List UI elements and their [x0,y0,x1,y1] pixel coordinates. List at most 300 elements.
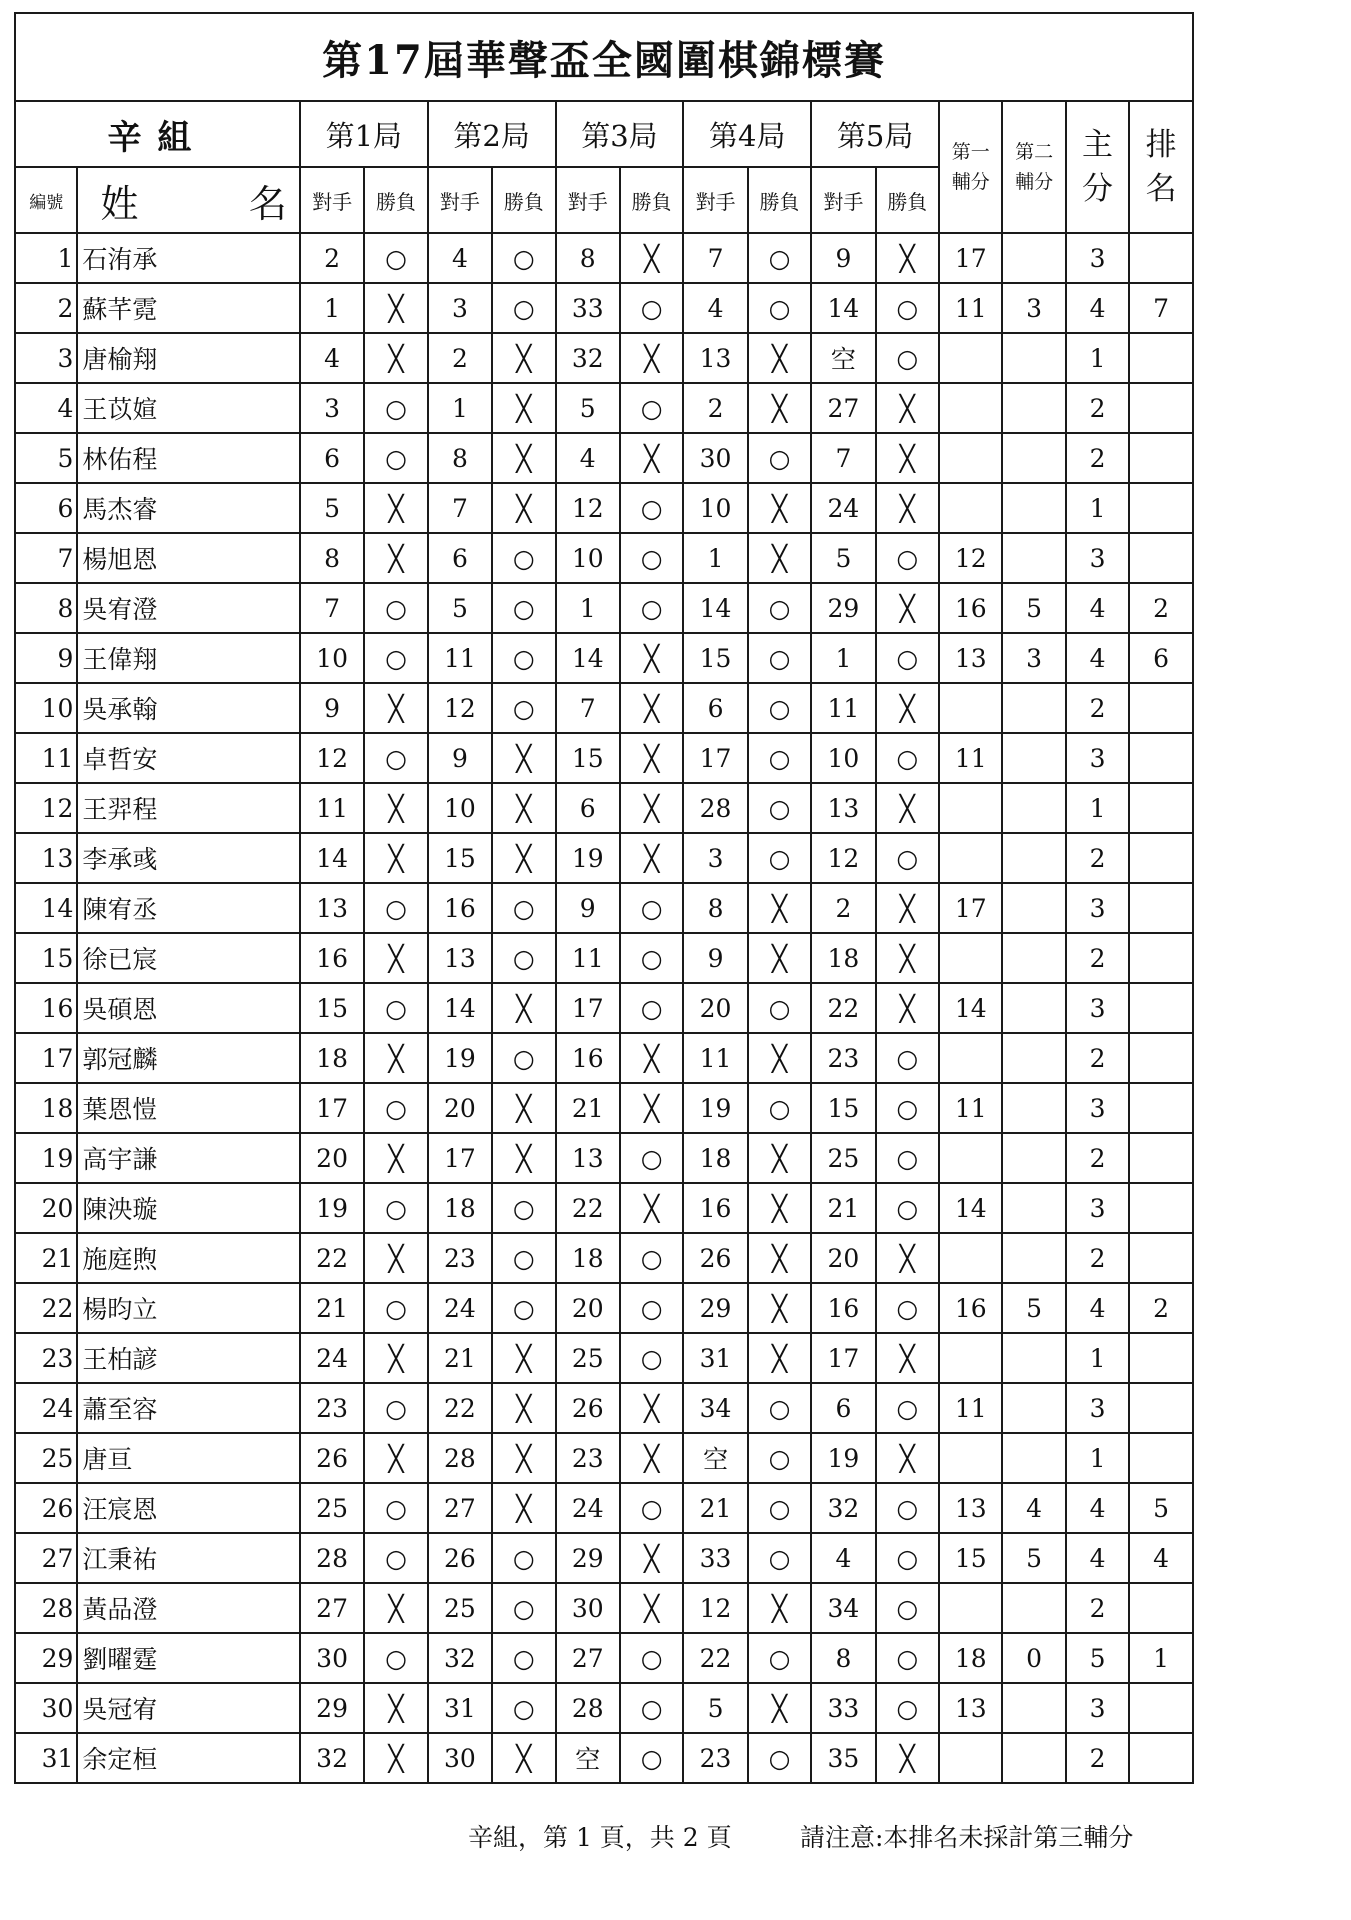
opponent-cell: 5 [683,1683,747,1733]
result-mark: ○ [748,1533,811,1583]
result-mark: ╳ [748,933,811,983]
player-row [15,1283,1193,1333]
opponent-cell: 1 [300,283,364,333]
result-mark: ○ [364,233,427,283]
opponent-cell: 17 [300,1083,364,1133]
result-mark: ○ [492,283,555,333]
opponent-cell: 31 [683,1333,747,1383]
opponent-cell: 18 [428,1183,492,1233]
result-header: 勝負 [876,167,939,233]
main-score-cell: 2 [1066,433,1129,483]
player-name: 林佑程 [77,433,299,483]
result-mark: ○ [492,233,555,283]
rank-cell [1129,1383,1193,1433]
opponent-cell: 13 [428,933,492,983]
result-mark: ○ [748,583,811,633]
main-score-cell: 2 [1066,1583,1129,1633]
opponent-cell: 32 [556,333,620,383]
main-score-cell: 1 [1066,783,1129,833]
opponent-cell: 21 [556,1083,620,1133]
opponent-cell: 24 [428,1283,492,1333]
result-mark: ╳ [492,733,555,783]
result-mark: ╳ [876,683,939,733]
aux1-cell [939,1333,1002,1383]
opponent-cell: 12 [811,833,875,883]
main-score-cell: 3 [1066,733,1129,783]
opponent-cell: 3 [300,383,364,433]
result-mark: ╳ [620,833,683,883]
player-name: 劉曜霆 [77,1633,299,1683]
opponent-header: 對手 [300,167,364,233]
aux2-cell [1002,1733,1065,1783]
aux2-cell [1002,233,1065,283]
main-score-cell: 3 [1066,533,1129,583]
rank-cell: 5 [1129,1483,1193,1533]
opponent-cell: 19 [428,1033,492,1083]
result-mark: ╳ [876,1333,939,1383]
opponent-cell: 12 [683,1583,747,1633]
player-name: 馬杰睿 [77,483,299,533]
opponent-cell: 10 [683,483,747,533]
result-mark: ○ [876,333,939,383]
result-mark: ╳ [492,483,555,533]
result-mark: ○ [492,1183,555,1233]
main-score-header: 主 分 [1066,101,1129,233]
rank-cell [1129,533,1193,583]
rank-cell [1129,1583,1193,1633]
player-number: 22 [15,1283,77,1333]
result-mark: ○ [620,1683,683,1733]
player-name: 吳冠宥 [77,1683,299,1733]
rank-cell [1129,1033,1193,1083]
player-number: 13 [15,833,77,883]
player-number: 31 [15,1733,77,1783]
opponent-cell: 21 [428,1333,492,1383]
aux2-cell [1002,1033,1065,1083]
player-row [15,633,1193,683]
result-mark: ○ [620,1633,683,1683]
main-score-cell: 3 [1066,1683,1129,1733]
opponent-cell: 16 [556,1033,620,1083]
result-mark: ╳ [492,983,555,1033]
rank-cell [1129,433,1193,483]
result-mark: ○ [364,1483,427,1533]
player-name: 吳碩恩 [77,983,299,1033]
opponent-cell: 21 [811,1183,875,1233]
aux2-cell [1002,983,1065,1033]
player-name: 葉恩愷 [77,1083,299,1133]
result-header: 勝負 [492,167,555,233]
opponent-cell: 7 [683,233,747,283]
player-rows [15,233,1193,1783]
result-mark: ○ [620,983,683,1033]
opponent-cell: 2 [428,333,492,383]
result-mark: ○ [364,733,427,783]
aux1-cell: 13 [939,1683,1002,1733]
opponent-cell: 26 [556,1383,620,1433]
opponent-cell: 22 [556,1183,620,1233]
opponent-cell: 24 [811,483,875,533]
number-header: 編號 [15,167,77,233]
player-name: 石洧承 [77,233,299,283]
opponent-cell: 28 [556,1683,620,1733]
rank-cell [1129,1333,1193,1383]
player-row [15,1333,1193,1383]
aux1-cell [939,1583,1002,1633]
opponent-cell: 18 [683,1133,747,1183]
opponent-cell: 32 [428,1633,492,1683]
opponent-cell: 12 [428,683,492,733]
opponent-cell: 5 [300,483,364,533]
player-name: 唐亘 [77,1433,299,1483]
opponent-cell: 15 [428,833,492,883]
player-name: 汪宸恩 [77,1483,299,1533]
aux2-cell [1002,533,1065,583]
result-mark: ╳ [876,1433,939,1483]
rank-cell [1129,333,1193,383]
player-number: 20 [15,1183,77,1233]
player-row [15,983,1193,1033]
result-mark: ○ [492,683,555,733]
opponent-cell: 10 [428,783,492,833]
player-row [15,383,1193,433]
standings-table [14,12,1194,1784]
opponent-cell: 35 [811,1733,875,1783]
main-score-cell: 2 [1066,383,1129,433]
aux2-cell [1002,1333,1065,1383]
opponent-cell: 11 [300,783,364,833]
player-name: 楊旭恩 [77,533,299,583]
opponent-cell: 29 [300,1683,364,1733]
player-name: 蕭至容 [77,1383,299,1433]
aux2-cell [1002,933,1065,983]
result-mark: ╳ [748,1183,811,1233]
player-name: 卓哲安 [77,733,299,783]
name-header-char-2: 名 [248,181,287,226]
result-mark: ○ [876,1633,939,1683]
result-mark: ╳ [620,1383,683,1433]
opponent-cell: 24 [300,1333,364,1383]
player-number: 23 [15,1333,77,1383]
result-mark: ○ [620,1483,683,1533]
player-row [15,433,1193,483]
main-score-cell: 1 [1066,333,1129,383]
main-score-cell: 2 [1066,683,1129,733]
aux1-header: 第一 輔分 [939,101,1002,233]
result-mark: ○ [876,1383,939,1433]
result-mark: ╳ [364,1683,427,1733]
opponent-cell: 19 [683,1083,747,1133]
opponent-cell: 11 [683,1033,747,1083]
aux1-cell: 16 [939,1283,1002,1333]
opponent-cell: 25 [811,1133,875,1183]
player-row [15,1633,1193,1683]
result-mark: ○ [876,1583,939,1633]
aux2-cell [1002,1383,1065,1433]
player-number: 18 [15,1083,77,1133]
player-row [15,233,1193,283]
player-row [15,933,1193,983]
page-title: 第17屆華聲盃全國圍棋錦標賽 [15,13,1193,101]
result-mark: ╳ [748,883,811,933]
player-number: 15 [15,933,77,983]
rank-cell: 4 [1129,1533,1193,1583]
player-number: 24 [15,1383,77,1433]
rank-cell: 7 [1129,283,1193,333]
opponent-cell: 10 [556,533,620,583]
result-mark: ○ [748,1433,811,1483]
result-mark: ○ [876,1083,939,1133]
result-mark: ╳ [876,383,939,433]
aux2-cell [1002,1233,1065,1283]
result-mark: ○ [364,383,427,433]
opponent-cell: 28 [428,1433,492,1483]
main-score-cell: 1 [1066,1433,1129,1483]
result-mark: ╳ [492,1333,555,1383]
opponent-cell: 26 [683,1233,747,1283]
result-mark: ╳ [364,783,427,833]
player-row [15,533,1193,583]
result-mark: ○ [748,1483,811,1533]
opponent-cell: 12 [556,483,620,533]
result-mark: ╳ [364,333,427,383]
opponent-cell: 27 [556,1633,620,1683]
result-mark: ╳ [876,883,939,933]
result-mark: ╳ [492,833,555,883]
opponent-cell: 16 [428,883,492,933]
result-mark: ○ [876,733,939,783]
result-mark: ○ [364,633,427,683]
opponent-cell: 2 [811,883,875,933]
result-mark: ○ [876,633,939,683]
player-name: 吳承翰 [77,683,299,733]
result-mark: ╳ [620,783,683,833]
opponent-cell: 15 [556,733,620,783]
player-number: 28 [15,1583,77,1633]
result-mark: ○ [620,883,683,933]
aux1-cell: 13 [939,633,1002,683]
result-mark: ╳ [364,283,427,333]
player-number: 7 [15,533,77,583]
opponent-cell: 11 [428,633,492,683]
result-mark: ╳ [876,233,939,283]
opponent-cell: 17 [683,733,747,783]
player-row [15,1083,1193,1133]
result-mark: ╳ [492,1083,555,1133]
result-header: 勝負 [620,167,683,233]
aux1-cell [939,383,1002,433]
result-mark: ╳ [492,383,555,433]
rank-cell [1129,1233,1193,1283]
opponent-cell: 5 [556,383,620,433]
result-mark: ╳ [748,1333,811,1383]
opponent-cell: 23 [300,1383,364,1433]
aux2-cell [1002,883,1065,933]
player-number: 1 [15,233,77,283]
rank-cell [1129,733,1193,783]
rank-cell [1129,833,1193,883]
result-mark: ○ [620,533,683,583]
name-header [77,167,299,233]
result-mark: ○ [876,1483,939,1533]
result-mark: ╳ [748,1583,811,1633]
aux2-cell: 3 [1002,283,1065,333]
player-number: 5 [15,433,77,483]
main-score-cell: 4 [1066,583,1129,633]
opponent-cell: 4 [428,233,492,283]
aux2-cell [1002,333,1065,383]
opponent-cell: 7 [300,583,364,633]
result-mark: ╳ [620,1433,683,1483]
opponent-header: 對手 [428,167,492,233]
result-mark: ╳ [620,1583,683,1633]
aux1-cell [939,333,1002,383]
player-number: 11 [15,733,77,783]
result-mark: ○ [748,1083,811,1133]
player-name: 余定桓 [77,1733,299,1783]
player-row [15,1483,1193,1533]
opponent-cell: 15 [683,633,747,683]
aux2-cell [1002,683,1065,733]
opponent-cell: 9 [428,733,492,783]
opponent-cell: 19 [300,1183,364,1233]
result-mark: ╳ [748,1233,811,1283]
result-mark: ╳ [492,1733,555,1783]
player-row [15,1183,1193,1233]
aux1-cell: 12 [939,533,1002,583]
rank-cell [1129,1183,1193,1233]
aux2-cell [1002,1083,1065,1133]
opponent-cell: 26 [428,1533,492,1583]
aux1-cell [939,1733,1002,1783]
opponent-cell: 8 [683,883,747,933]
player-number: 19 [15,1133,77,1183]
player-name: 陳泱璇 [77,1183,299,1233]
opponent-cell: 4 [811,1533,875,1583]
player-name: 王羿程 [77,783,299,833]
aux1-cell: 13 [939,1483,1002,1533]
result-mark: ╳ [748,483,811,533]
result-mark: ○ [620,583,683,633]
opponent-cell: 18 [556,1233,620,1283]
opponent-cell: 4 [556,433,620,483]
opponent-cell: 10 [300,633,364,683]
result-mark: ╳ [748,1683,811,1733]
opponent-cell: 11 [811,683,875,733]
opponent-cell: 17 [811,1333,875,1383]
opponent-cell: 16 [683,1183,747,1233]
aux1-cell [939,783,1002,833]
result-mark: ╳ [364,683,427,733]
result-mark: ○ [620,933,683,983]
main-score-cell: 3 [1066,1383,1129,1433]
result-mark: ○ [364,1633,427,1683]
result-mark: ○ [364,883,427,933]
result-mark: ○ [876,1533,939,1583]
ranking-note: 請注意:本排名未採計第三輔分 [800,1823,1134,1852]
opponent-cell: 30 [428,1733,492,1783]
opponent-cell: 7 [811,433,875,483]
round-2-header: 第2局 [428,101,556,167]
player-name: 施庭煦 [77,1233,299,1283]
main-score-cell: 1 [1066,483,1129,533]
result-mark: ○ [620,283,683,333]
opponent-cell: 13 [300,883,364,933]
result-mark: ╳ [492,1433,555,1483]
result-header: 勝負 [364,167,427,233]
opponent-cell: 29 [811,583,875,633]
aux2-cell [1002,783,1065,833]
player-number: 27 [15,1533,77,1583]
opponent-cell: 4 [300,333,364,383]
result-mark: ╳ [364,1333,427,1383]
result-mark: ╳ [748,383,811,433]
player-number: 12 [15,783,77,833]
result-mark: ╳ [364,933,427,983]
opponent-cell: 22 [811,983,875,1033]
player-name: 高宇謙 [77,1133,299,1183]
aux2-cell: 3 [1002,633,1065,683]
aux1-cell [939,833,1002,883]
rank-header: 排 名 [1129,101,1193,233]
opponent-cell: 1 [811,633,875,683]
result-mark: ╳ [364,1733,427,1783]
opponent-cell: 32 [811,1483,875,1533]
aux2-cell [1002,1433,1065,1483]
result-mark: ○ [492,1033,555,1083]
aux1-cell: 17 [939,233,1002,283]
opponent-cell: 1 [556,583,620,633]
result-mark: ○ [748,983,811,1033]
main-score-cell: 2 [1066,933,1129,983]
result-mark: ╳ [620,633,683,683]
aux2-cell [1002,1133,1065,1183]
opponent-cell: 29 [683,1283,747,1333]
result-mark: ○ [748,433,811,483]
opponent-cell: 13 [556,1133,620,1183]
player-number: 16 [15,983,77,1033]
aux1-cell: 15 [939,1533,1002,1583]
opponent-cell: 20 [683,983,747,1033]
opponent-cell: 9 [556,883,620,933]
result-mark: ○ [364,583,427,633]
result-mark: ○ [492,533,555,583]
player-name: 王苡媗 [77,383,299,433]
main-score-cell: 2 [1066,1233,1129,1283]
result-mark: ○ [748,283,811,333]
aux2-cell [1002,483,1065,533]
opponent-cell: 28 [300,1533,364,1583]
player-number: 3 [15,333,77,383]
player-number: 17 [15,1033,77,1083]
result-mark: ╳ [876,433,939,483]
player-number: 10 [15,683,77,733]
result-mark: ╳ [876,483,939,533]
opponent-cell: 17 [556,983,620,1033]
group-label: 辛組 [15,101,300,167]
aux1-cell: 11 [939,1083,1002,1133]
result-mark: ╳ [620,1183,683,1233]
rank-cell [1129,233,1193,283]
aux2-cell: 5 [1002,1283,1065,1333]
round-1-header: 第1局 [300,101,428,167]
result-mark: ○ [364,1083,427,1133]
player-row [15,1433,1193,1483]
main-score-cell: 3 [1066,983,1129,1033]
rank-cell [1129,1133,1193,1183]
opponent-cell: 4 [683,283,747,333]
result-mark: ○ [364,1533,427,1583]
